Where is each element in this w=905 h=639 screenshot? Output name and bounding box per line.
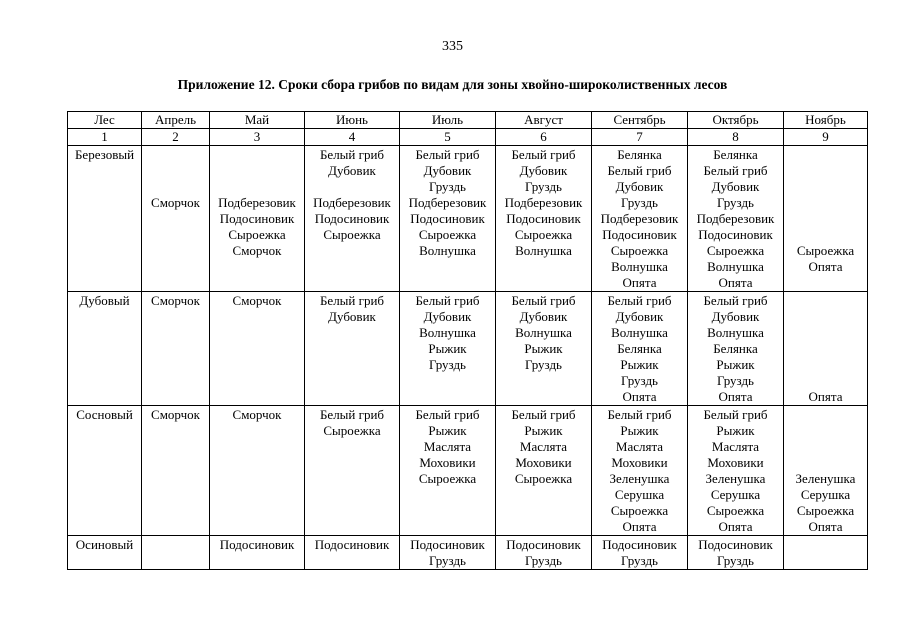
header-cell: Апрель [142, 112, 210, 129]
month-cell [784, 536, 868, 570]
month-cell [400, 292, 496, 406]
blank-line [211, 519, 303, 535]
blank-line [143, 537, 208, 553]
month-cell [142, 536, 210, 570]
blank-line [497, 503, 590, 519]
column-number: 6 [496, 129, 592, 146]
blank-line [306, 275, 398, 291]
blank-line [211, 423, 303, 439]
blank-line [211, 275, 303, 291]
mushroom-name: Подберезовик [218, 195, 296, 210]
blank-line [143, 357, 208, 373]
mushroom-name: Подосиновик [602, 537, 677, 552]
mushroom-name: Дубовик [615, 179, 664, 194]
column-number: 3 [210, 129, 305, 146]
mushroom-name: Белый гриб [511, 293, 576, 308]
mushroom-name: Рыжик [716, 423, 755, 438]
blank-line [69, 439, 140, 455]
blank-line [143, 275, 208, 291]
month-cell [305, 536, 400, 570]
mushroom-name: Опята [718, 519, 753, 534]
month-cell [784, 146, 868, 292]
mushroom-name: Сморчок [151, 195, 200, 210]
blank-line [211, 455, 303, 471]
blank-line [211, 487, 303, 503]
column-number: 8 [688, 129, 784, 146]
table-row [68, 536, 868, 570]
mushroom-name: Сыроежка [514, 227, 573, 242]
month-cell [496, 146, 592, 292]
mushroom-name: Подосиновик [410, 211, 485, 226]
blank-line [306, 471, 398, 487]
blank-line [785, 195, 866, 211]
mushroom-name: Груздь [429, 357, 466, 372]
month-cell [210, 406, 305, 536]
blank-line [143, 259, 208, 275]
month-cell [496, 292, 592, 406]
blank-line [143, 439, 208, 455]
mushroom-name: Белый гриб [511, 147, 576, 162]
blank-line [211, 553, 303, 569]
blank-line [69, 163, 140, 179]
month-cell [210, 146, 305, 292]
mushroom-name: Белый гриб [319, 147, 385, 162]
blank-line [69, 553, 140, 569]
blank-line [785, 163, 866, 179]
month-cell [496, 406, 592, 536]
forest-type-cell [68, 292, 142, 406]
column-number: 4 [305, 129, 400, 146]
blank-line [211, 341, 303, 357]
column-number: 5 [400, 129, 496, 146]
mushroom-name: Моховики [515, 455, 572, 470]
mushroom-name: Белый гриб [703, 293, 768, 308]
header-cell: Лес [68, 112, 142, 129]
blank-line [497, 389, 590, 405]
page-number: 335 [442, 39, 463, 54]
blank-line [785, 211, 866, 227]
month-cell [142, 292, 210, 406]
mushroom-name: Груздь [429, 179, 466, 194]
mushroom-name: Груздь [525, 179, 562, 194]
month-cell [784, 406, 868, 536]
mushroom-name: Моховики [611, 455, 668, 470]
mushroom-name: Рыжик [716, 357, 755, 372]
mushroom-name: Дубовик [328, 309, 376, 324]
mushroom-name: Серушка [614, 487, 665, 502]
blank-line [143, 373, 208, 389]
mushroom-name: Опята [622, 275, 657, 290]
month-cell [688, 146, 784, 292]
mushroom-name: Белый гриб [415, 407, 480, 422]
month-cell [688, 292, 784, 406]
mushroom-name: Сморчок [232, 243, 282, 258]
blank-line [785, 537, 866, 553]
blank-line [69, 357, 140, 373]
header-cell: Ноябрь [784, 112, 868, 129]
month-cell [210, 292, 305, 406]
mushroom-name: Сморчок [232, 293, 282, 308]
mushroom-name: Белый гриб [319, 293, 385, 308]
blank-line [69, 389, 140, 405]
blank-line [785, 407, 866, 423]
blank-line [785, 309, 866, 325]
blank-line [69, 195, 140, 211]
mushroom-name: Опята [808, 259, 843, 274]
blank-line [143, 243, 208, 259]
blank-line [69, 455, 140, 471]
blank-line [69, 211, 140, 227]
header-cell: Июль [400, 112, 496, 129]
mushroom-name: Рыжик [428, 423, 467, 438]
blank-line [143, 211, 208, 227]
blank-line [211, 259, 303, 275]
blank-line [143, 325, 208, 341]
blank-line [69, 373, 140, 389]
header-cell: Май [210, 112, 305, 129]
blank-line [785, 325, 866, 341]
blank-line [306, 455, 398, 471]
mushroom-name: Сморчок [151, 293, 200, 308]
document-title: Приложение 12. Сроки сбора грибов по видам для зоны хвойно-широколиственных лесов [177, 77, 728, 92]
mushroom-name: Волнушка [707, 325, 764, 340]
blank-line [401, 503, 494, 519]
mushroom-name: Белый гриб [607, 407, 672, 422]
mushroom-name: Белый гриб [415, 147, 480, 162]
blank-line [401, 389, 494, 405]
blank-line [401, 275, 494, 291]
month-cell [688, 536, 784, 570]
mushroom-name: Сыроежка [610, 243, 669, 258]
blank-line [143, 341, 208, 357]
mushroom-name: Дубовик [519, 309, 568, 324]
blank-line [143, 147, 208, 163]
blank-line [497, 519, 590, 535]
mushroom-name: Груздь [525, 357, 562, 372]
mushroom-name: Груздь [621, 553, 658, 568]
mushroom-name: Подосиновик [410, 537, 485, 552]
mushroom-name: Дубовик [711, 179, 760, 194]
mushroom-name: Подосиновик [506, 211, 581, 226]
mushroom-name: Белый гриб [511, 407, 576, 422]
blank-line [497, 373, 590, 389]
mushroom-name: Сыроежка [418, 471, 477, 486]
blank-line [785, 179, 866, 195]
month-cell [784, 292, 868, 406]
mushroom-name: Сыроежка [796, 243, 855, 258]
mushroom-name: Подберезовик [504, 195, 583, 210]
mushroom-name: Опята [808, 519, 843, 534]
blank-line [401, 487, 494, 503]
mushroom-name: Белянка [617, 147, 662, 162]
blank-line [785, 357, 866, 373]
mushroom-name: Маслята [711, 439, 760, 454]
mushroom-name: Груздь [717, 553, 754, 568]
blank-line [211, 439, 303, 455]
mushroom-name: Дубовик [615, 309, 664, 324]
blank-line [306, 325, 398, 341]
month-cell [592, 292, 688, 406]
month-cell [305, 406, 400, 536]
mushroom-name: Груздь [717, 195, 754, 210]
mushroom-name: Дубовик [711, 309, 760, 324]
mushroom-name: Зеленушка [795, 471, 856, 486]
mushroom-name: Подосиновик [314, 537, 390, 552]
blank-line [69, 179, 140, 195]
mushroom-name: Белянка [617, 341, 662, 356]
mushroom-name: Груздь [621, 373, 658, 388]
mushroom-name: Белый гриб [607, 163, 672, 178]
mushroom-name: Сыроежка [706, 243, 765, 258]
mushroom-name: Сыроежка [610, 503, 669, 518]
blank-line [785, 227, 866, 243]
mushroom-name: Березовый [74, 147, 135, 162]
blank-line [211, 163, 303, 179]
mushroom-name: Подосиновик [506, 537, 581, 552]
mushroom-name: Рыжик [428, 341, 467, 356]
mushroom-name: Волнушка [515, 243, 572, 258]
blank-line [306, 179, 398, 195]
mushroom-name: Дубовик [423, 163, 472, 178]
forest-type-cell [68, 536, 142, 570]
mushroom-calendar-table [67, 111, 868, 570]
blank-line [211, 373, 303, 389]
mushroom-name: Рыжик [620, 423, 659, 438]
blank-line [69, 243, 140, 259]
blank-line [306, 553, 398, 569]
blank-line [69, 471, 140, 487]
blank-line [211, 325, 303, 341]
mushroom-name: Рыжик [524, 423, 563, 438]
blank-line [143, 471, 208, 487]
blank-line [211, 503, 303, 519]
blank-line [306, 259, 398, 275]
forest-type-cell [68, 406, 142, 536]
mushroom-name: Зеленушка [705, 471, 766, 486]
mushroom-name: Зеленушка [609, 471, 670, 486]
mushroom-name: Груздь [429, 553, 466, 568]
column-number: 7 [592, 129, 688, 146]
month-cell [400, 536, 496, 570]
blank-line [211, 179, 303, 195]
table-row [68, 292, 868, 406]
mushroom-name: Белый гриб [703, 407, 768, 422]
blank-line [143, 309, 208, 325]
header-cell: Октябрь [688, 112, 784, 129]
blank-line [143, 487, 208, 503]
mushroom-name: Волнушка [419, 243, 476, 258]
mushroom-name: Сыроежка [796, 503, 855, 518]
mushroom-name: Рыжик [620, 357, 659, 372]
month-cell [592, 146, 688, 292]
blank-line [785, 439, 866, 455]
mushroom-name: Сыроежка [706, 503, 765, 518]
blank-line [69, 341, 140, 357]
month-cell [496, 536, 592, 570]
blank-line [69, 309, 140, 325]
mushroom-name: Белый гриб [607, 293, 672, 308]
mushroom-name: Подберезовик [696, 211, 775, 226]
blank-line [785, 275, 866, 291]
blank-line [143, 389, 208, 405]
mushroom-name: Волнушка [707, 259, 764, 274]
blank-line [143, 179, 208, 195]
blank-line [143, 503, 208, 519]
mushroom-name: Моховики [419, 455, 476, 470]
blank-line [306, 439, 398, 455]
table-row [68, 406, 868, 536]
blank-line [143, 519, 208, 535]
mushroom-name: Опята [718, 389, 753, 404]
blank-line [785, 423, 866, 439]
month-cell [688, 406, 784, 536]
blank-line [211, 147, 303, 163]
blank-line [497, 259, 590, 275]
mushroom-name: Серушка [710, 487, 761, 502]
month-cell [210, 536, 305, 570]
mushroom-name: Груздь [525, 553, 562, 568]
month-cell [142, 406, 210, 536]
blank-line [401, 519, 494, 535]
mushroom-name: Сосновый [76, 407, 133, 422]
month-cell [400, 406, 496, 536]
blank-line [785, 455, 866, 471]
blank-line [306, 341, 398, 357]
mushroom-name: Подосиновик [219, 211, 295, 226]
blank-line [143, 553, 208, 569]
mushroom-name: Белый гриб [703, 163, 768, 178]
blank-line [211, 309, 303, 325]
blank-line [306, 243, 398, 259]
mushroom-name: Подосиновик [314, 211, 390, 226]
mushroom-name: Подосиновик [602, 227, 677, 242]
column-number: 9 [784, 129, 868, 146]
blank-line [69, 487, 140, 503]
mushroom-name: Подосиновик [698, 537, 773, 552]
mushroom-name: Дубовик [423, 309, 472, 324]
column-number: 1 [68, 129, 142, 146]
column-number: 2 [142, 129, 210, 146]
blank-line [69, 503, 140, 519]
blank-line [143, 455, 208, 471]
blank-line [211, 471, 303, 487]
blank-line [306, 487, 398, 503]
blank-line [785, 147, 866, 163]
mushroom-name: Дубовик [328, 163, 376, 178]
month-cell [592, 536, 688, 570]
table-body [68, 146, 868, 570]
mushroom-name: Рыжик [524, 341, 563, 356]
header-cell: Июнь [305, 112, 400, 129]
mushroom-name: Маслята [423, 439, 472, 454]
header-cell: Сентябрь [592, 112, 688, 129]
mushroom-name: Волнушка [611, 325, 668, 340]
mushroom-name: Сыроежка [514, 471, 573, 486]
mushroom-name: Сыроежка [418, 227, 477, 242]
blank-line [143, 163, 208, 179]
blank-line [143, 423, 208, 439]
mushroom-name: Опята [622, 389, 657, 404]
mushroom-name: Подберезовик [600, 211, 679, 226]
blank-line [69, 325, 140, 341]
mushroom-name: Белянка [713, 341, 758, 356]
blank-line [497, 275, 590, 291]
mushroom-name: Опята [622, 519, 657, 534]
blank-line [69, 227, 140, 243]
mushroom-name: Сыроежка [228, 227, 286, 242]
mushroom-name: Белый гриб [319, 407, 385, 422]
mushroom-name: Сморчок [232, 407, 282, 422]
blank-line [785, 553, 866, 569]
blank-line [306, 389, 398, 405]
month-cell [142, 146, 210, 292]
table-row [68, 146, 868, 292]
mushroom-name: Дубовый [79, 293, 130, 308]
blank-line [69, 259, 140, 275]
mushroom-name: Подберезовик [408, 195, 487, 210]
mushroom-name: Белянка [713, 147, 758, 162]
blank-line [306, 357, 398, 373]
month-cell [305, 292, 400, 406]
blank-line [785, 293, 866, 309]
column-number-row [68, 129, 868, 146]
mushroom-name: Подосиновик [698, 227, 773, 242]
mushroom-name: Осиновый [75, 537, 134, 552]
blank-line [785, 341, 866, 357]
blank-line [143, 227, 208, 243]
blank-line [306, 373, 398, 389]
mushroom-name: Опята [718, 275, 753, 290]
mushroom-name: Опята [808, 389, 843, 404]
month-cell [305, 146, 400, 292]
blank-line [306, 503, 398, 519]
mushroom-name: Дубовик [519, 163, 568, 178]
blank-line [497, 487, 590, 503]
mushroom-name: Подосиновик [219, 537, 295, 552]
mushroom-name: Моховики [707, 455, 764, 470]
header-row [68, 112, 868, 129]
mushroom-name: Груздь [717, 373, 754, 388]
mushroom-name: Груздь [621, 195, 658, 210]
blank-line [401, 259, 494, 275]
blank-line [69, 423, 140, 439]
mushroom-name: Маслята [519, 439, 568, 454]
forest-type-cell [68, 146, 142, 292]
mushroom-name: Сыроежка [323, 423, 381, 438]
blank-line [211, 389, 303, 405]
blank-line [306, 519, 398, 535]
mushroom-name: Сыроежка [323, 227, 381, 242]
blank-line [785, 373, 866, 389]
mushroom-name: Волнушка [611, 259, 668, 274]
mushroom-name: Волнушка [515, 325, 572, 340]
blank-line [211, 357, 303, 373]
header-cell: Август [496, 112, 592, 129]
month-cell [592, 406, 688, 536]
mushroom-name: Белый гриб [415, 293, 480, 308]
mushroom-name: Подберезовик [313, 195, 391, 210]
month-cell [400, 146, 496, 292]
mushroom-name: Маслята [615, 439, 664, 454]
blank-line [401, 373, 494, 389]
mushroom-name: Сморчок [151, 407, 200, 422]
blank-line [69, 519, 140, 535]
mushroom-name: Серушка [800, 487, 851, 502]
blank-line [69, 275, 140, 291]
mushroom-name: Волнушка [419, 325, 476, 340]
